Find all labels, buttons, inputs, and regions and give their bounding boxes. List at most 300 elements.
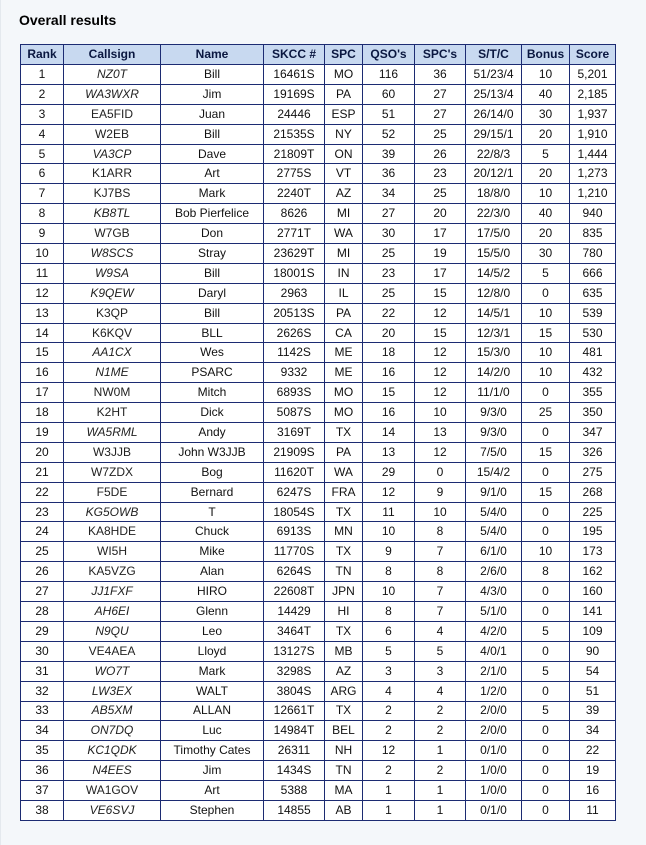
cell-spcs: 27 (415, 84, 466, 104)
cell-bonus: 5 (522, 621, 570, 641)
cell-callsign: AH6EI (64, 602, 161, 622)
cell-spcs: 9 (415, 482, 466, 502)
cell-spcs: 15 (415, 323, 466, 343)
header-name: Name (161, 45, 264, 65)
cell-spcs: 2 (415, 721, 466, 741)
cell-stc: 15/3/0 (466, 343, 522, 363)
cell-callsign: K9QEW (64, 283, 161, 303)
cell-name: Mark (161, 661, 264, 681)
cell-bonus: 15 (522, 323, 570, 343)
cell-skcc: 3169T (264, 423, 325, 443)
table-row (21, 283, 616, 303)
cell-name: T (161, 502, 264, 522)
cell-callsign: K3QP (64, 303, 161, 323)
cell-rank: 6 (21, 164, 64, 184)
cell-rank: 33 (21, 701, 64, 721)
cell-spcs: 3 (415, 661, 466, 681)
cell-qsos: 4 (363, 681, 415, 701)
cell-name: Mike (161, 542, 264, 562)
cell-bonus: 0 (522, 781, 570, 801)
cell-bonus: 10 (522, 542, 570, 562)
cell-score: 11 (570, 800, 616, 820)
cell-skcc: 1142S (264, 343, 325, 363)
cell-callsign: KJ7BS (64, 184, 161, 204)
cell-score: 51 (570, 681, 616, 701)
cell-callsign: KA8HDE (64, 522, 161, 542)
cell-rank: 3 (21, 104, 64, 124)
cell-rank: 12 (21, 283, 64, 303)
cell-stc: 14/5/2 (466, 263, 522, 283)
table-row (21, 621, 616, 641)
cell-spc: JPN (325, 582, 363, 602)
table-row (21, 104, 616, 124)
cell-name: Bernard (161, 482, 264, 502)
cell-callsign: WA5RML (64, 423, 161, 443)
cell-qsos: 3 (363, 661, 415, 681)
cell-stc: 51/23/4 (466, 65, 522, 85)
cell-stc: 2/0/0 (466, 721, 522, 741)
cell-spc: MO (325, 65, 363, 85)
cell-spc: ON (325, 144, 363, 164)
table-row (21, 263, 616, 283)
overall-results-table (20, 44, 616, 821)
cell-callsign: W7GB (64, 224, 161, 244)
cell-skcc: 9332 (264, 363, 325, 383)
cell-qsos: 16 (363, 403, 415, 423)
cell-stc: 4/2/0 (466, 621, 522, 641)
cell-bonus: 10 (522, 343, 570, 363)
cell-skcc: 6893S (264, 383, 325, 403)
header-spc: SPC (325, 45, 363, 65)
table-row (21, 641, 616, 661)
cell-bonus: 40 (522, 204, 570, 224)
cell-stc: 5/4/0 (466, 522, 522, 542)
cell-score: 19 (570, 761, 616, 781)
cell-skcc: 18001S (264, 263, 325, 283)
cell-score: 195 (570, 522, 616, 542)
cell-bonus: 0 (522, 582, 570, 602)
cell-skcc: 2963 (264, 283, 325, 303)
cell-score: 1,937 (570, 104, 616, 124)
cell-score: 432 (570, 363, 616, 383)
cell-spcs: 5 (415, 641, 466, 661)
cell-bonus: 0 (522, 502, 570, 522)
table-row (21, 184, 616, 204)
cell-bonus: 5 (522, 661, 570, 681)
cell-stc: 5/1/0 (466, 602, 522, 622)
cell-rank: 10 (21, 244, 64, 264)
cell-qsos: 25 (363, 283, 415, 303)
cell-qsos: 11 (363, 502, 415, 522)
page-title: Overall results (19, 12, 117, 28)
cell-bonus: 0 (522, 681, 570, 701)
cell-callsign: NW0M (64, 383, 161, 403)
cell-spcs: 36 (415, 65, 466, 85)
cell-score: 5,201 (570, 65, 616, 85)
cell-stc: 0/1/0 (466, 800, 522, 820)
table-row (21, 124, 616, 144)
cell-stc: 2/1/0 (466, 661, 522, 681)
cell-skcc: 14429 (264, 602, 325, 622)
cell-skcc: 11620T (264, 462, 325, 482)
cell-stc: 9/3/0 (466, 403, 522, 423)
cell-callsign: KA5VZG (64, 562, 161, 582)
cell-score: 530 (570, 323, 616, 343)
cell-spc: WA (325, 224, 363, 244)
cell-spc: PA (325, 442, 363, 462)
cell-rank: 4 (21, 124, 64, 144)
cell-qsos: 16 (363, 363, 415, 383)
cell-score: 481 (570, 343, 616, 363)
cell-name: Lloyd (161, 641, 264, 661)
cell-rank: 34 (21, 721, 64, 741)
cell-score: 1,444 (570, 144, 616, 164)
table-row (21, 721, 616, 741)
cell-bonus: 0 (522, 602, 570, 622)
cell-callsign: K2HT (64, 403, 161, 423)
table-row (21, 244, 616, 264)
cell-callsign: K1ARR (64, 164, 161, 184)
cell-callsign: EA5FID (64, 104, 161, 124)
cell-spcs: 25 (415, 124, 466, 144)
cell-name: Art (161, 164, 264, 184)
table-row (21, 522, 616, 542)
table-row (21, 582, 616, 602)
cell-callsign: F5DE (64, 482, 161, 502)
cell-rank: 14 (21, 323, 64, 343)
cell-rank: 1 (21, 65, 64, 85)
cell-spcs: 10 (415, 502, 466, 522)
cell-score: 39 (570, 701, 616, 721)
cell-callsign: WI5H (64, 542, 161, 562)
cell-spcs: 12 (415, 363, 466, 383)
cell-name: Juan (161, 104, 264, 124)
cell-stc: 5/4/0 (466, 502, 522, 522)
cell-qsos: 36 (363, 164, 415, 184)
cell-qsos: 13 (363, 442, 415, 462)
cell-qsos: 12 (363, 482, 415, 502)
header-rank: Rank (21, 45, 64, 65)
cell-bonus: 20 (522, 224, 570, 244)
cell-rank: 38 (21, 800, 64, 820)
cell-spc: TX (325, 502, 363, 522)
table-row (21, 602, 616, 622)
cell-skcc: 21809T (264, 144, 325, 164)
cell-qsos: 60 (363, 84, 415, 104)
cell-skcc: 24446 (264, 104, 325, 124)
cell-skcc: 2240T (264, 184, 325, 204)
cell-spc: ESP (325, 104, 363, 124)
cell-skcc: 3298S (264, 661, 325, 681)
cell-callsign: N4EES (64, 761, 161, 781)
cell-spcs: 7 (415, 602, 466, 622)
cell-spcs: 8 (415, 562, 466, 582)
cell-spcs: 10 (415, 403, 466, 423)
cell-name: Jim (161, 84, 264, 104)
cell-score: 350 (570, 403, 616, 423)
cell-skcc: 22608T (264, 582, 325, 602)
cell-name: PSARC (161, 363, 264, 383)
cell-qsos: 30 (363, 224, 415, 244)
cell-skcc: 18054S (264, 502, 325, 522)
cell-name: Bill (161, 263, 264, 283)
cell-score: 666 (570, 263, 616, 283)
cell-rank: 21 (21, 462, 64, 482)
cell-skcc: 23629T (264, 244, 325, 264)
cell-spcs: 19 (415, 244, 466, 264)
cell-score: 1,273 (570, 164, 616, 184)
cell-rank: 36 (21, 761, 64, 781)
cell-spc: MI (325, 244, 363, 264)
cell-skcc: 20513S (264, 303, 325, 323)
cell-spc: HI (325, 602, 363, 622)
cell-name: Alan (161, 562, 264, 582)
table-row (21, 164, 616, 184)
cell-rank: 25 (21, 542, 64, 562)
cell-rank: 15 (21, 343, 64, 363)
cell-rank: 37 (21, 781, 64, 801)
cell-bonus: 5 (522, 144, 570, 164)
cell-stc: 1/0/0 (466, 781, 522, 801)
cell-rank: 13 (21, 303, 64, 323)
table-row (21, 65, 616, 85)
table-row (21, 363, 616, 383)
table-row (21, 761, 616, 781)
cell-qsos: 15 (363, 383, 415, 403)
cell-skcc: 21535S (264, 124, 325, 144)
cell-score: 1,910 (570, 124, 616, 144)
cell-callsign: ON7DQ (64, 721, 161, 741)
cell-stc: 15/4/2 (466, 462, 522, 482)
cell-rank: 5 (21, 144, 64, 164)
cell-score: 780 (570, 244, 616, 264)
cell-bonus: 20 (522, 124, 570, 144)
cell-callsign: N1ME (64, 363, 161, 383)
cell-stc: 22/8/3 (466, 144, 522, 164)
cell-score: 268 (570, 482, 616, 502)
cell-rank: 9 (21, 224, 64, 244)
cell-name: Jim (161, 761, 264, 781)
cell-spc: TN (325, 562, 363, 582)
cell-name: Art (161, 781, 264, 801)
table-row (21, 442, 616, 462)
table-row (21, 204, 616, 224)
cell-qsos: 51 (363, 104, 415, 124)
cell-rank: 17 (21, 383, 64, 403)
cell-spc: MN (325, 522, 363, 542)
cell-callsign: WA1GOV (64, 781, 161, 801)
cell-skcc: 2775S (264, 164, 325, 184)
cell-spc: AZ (325, 661, 363, 681)
cell-spc: TN (325, 761, 363, 781)
cell-bonus: 0 (522, 761, 570, 781)
cell-bonus: 10 (522, 363, 570, 383)
cell-bonus: 10 (522, 303, 570, 323)
cell-rank: 32 (21, 681, 64, 701)
cell-bonus: 0 (522, 721, 570, 741)
cell-name: Daryl (161, 283, 264, 303)
cell-name: Bill (161, 65, 264, 85)
cell-score: 160 (570, 582, 616, 602)
cell-qsos: 6 (363, 621, 415, 641)
cell-spcs: 13 (415, 423, 466, 443)
cell-stc: 9/3/0 (466, 423, 522, 443)
cell-stc: 2/6/0 (466, 562, 522, 582)
table-row (21, 542, 616, 562)
cell-rank: 30 (21, 641, 64, 661)
table-row (21, 701, 616, 721)
table-row (21, 144, 616, 164)
table-row (21, 502, 616, 522)
cell-callsign: W9SA (64, 263, 161, 283)
cell-qsos: 2 (363, 701, 415, 721)
table-row (21, 84, 616, 104)
cell-name: BLL (161, 323, 264, 343)
cell-rank: 7 (21, 184, 64, 204)
header-spcs: SPC's (415, 45, 466, 65)
cell-bonus: 0 (522, 283, 570, 303)
cell-spc: IL (325, 283, 363, 303)
cell-qsos: 8 (363, 602, 415, 622)
cell-score: 940 (570, 204, 616, 224)
cell-callsign: VE4AEA (64, 641, 161, 661)
cell-stc: 7/5/0 (466, 442, 522, 462)
cell-name: Andy (161, 423, 264, 443)
table-row (21, 343, 616, 363)
cell-name: Dave (161, 144, 264, 164)
cell-spc: ME (325, 363, 363, 383)
cell-spcs: 1 (415, 741, 466, 761)
cell-rank: 8 (21, 204, 64, 224)
cell-skcc: 6913S (264, 522, 325, 542)
cell-stc: 12/3/1 (466, 323, 522, 343)
cell-qsos: 27 (363, 204, 415, 224)
cell-spc: NH (325, 741, 363, 761)
cell-qsos: 52 (363, 124, 415, 144)
cell-callsign: LW3EX (64, 681, 161, 701)
cell-name: Wes (161, 343, 264, 363)
cell-rank: 23 (21, 502, 64, 522)
cell-spcs: 2 (415, 701, 466, 721)
cell-bonus: 5 (522, 701, 570, 721)
cell-spc: TX (325, 701, 363, 721)
cell-qsos: 10 (363, 522, 415, 542)
cell-spcs: 20 (415, 204, 466, 224)
cell-spc: NY (325, 124, 363, 144)
cell-skcc: 1434S (264, 761, 325, 781)
cell-spcs: 17 (415, 224, 466, 244)
cell-spc: MO (325, 403, 363, 423)
cell-callsign: WA3WXR (64, 84, 161, 104)
cell-name: WALT (161, 681, 264, 701)
cell-score: 90 (570, 641, 616, 661)
cell-spcs: 12 (415, 383, 466, 403)
cell-stc: 17/5/0 (466, 224, 522, 244)
cell-spcs: 15 (415, 283, 466, 303)
cell-score: 539 (570, 303, 616, 323)
cell-rank: 16 (21, 363, 64, 383)
cell-rank: 24 (21, 522, 64, 542)
table-row (21, 323, 616, 343)
cell-spcs: 8 (415, 522, 466, 542)
cell-stc: 2/0/0 (466, 701, 522, 721)
cell-name: Mark (161, 184, 264, 204)
cell-skcc: 2771T (264, 224, 325, 244)
cell-score: 355 (570, 383, 616, 403)
cell-bonus: 0 (522, 741, 570, 761)
cell-score: 225 (570, 502, 616, 522)
cell-skcc: 12661T (264, 701, 325, 721)
cell-bonus: 0 (522, 423, 570, 443)
cell-callsign: W2EB (64, 124, 161, 144)
cell-stc: 1/2/0 (466, 681, 522, 701)
cell-score: 1,210 (570, 184, 616, 204)
cell-score: 275 (570, 462, 616, 482)
cell-callsign: W3JJB (64, 442, 161, 462)
cell-qsos: 116 (363, 65, 415, 85)
table-row (21, 383, 616, 403)
cell-spcs: 7 (415, 542, 466, 562)
cell-callsign: VE6SVJ (64, 800, 161, 820)
cell-skcc: 5087S (264, 403, 325, 423)
cell-score: 34 (570, 721, 616, 741)
cell-qsos: 9 (363, 542, 415, 562)
cell-qsos: 25 (363, 244, 415, 264)
cell-callsign: W8SCS (64, 244, 161, 264)
cell-score: 16 (570, 781, 616, 801)
cell-spc: VT (325, 164, 363, 184)
cell-bonus: 8 (522, 562, 570, 582)
cell-spcs: 4 (415, 621, 466, 641)
cell-qsos: 2 (363, 721, 415, 741)
cell-bonus: 15 (522, 442, 570, 462)
cell-callsign: AA1CX (64, 343, 161, 363)
cell-spcs: 26 (415, 144, 466, 164)
cell-score: 109 (570, 621, 616, 641)
cell-stc: 0/1/0 (466, 741, 522, 761)
cell-spc: PA (325, 303, 363, 323)
cell-rank: 19 (21, 423, 64, 443)
table-row (21, 403, 616, 423)
cell-stc: 15/5/0 (466, 244, 522, 264)
cell-bonus: 5 (522, 263, 570, 283)
cell-name: John W3JJB (161, 442, 264, 462)
table-row (21, 661, 616, 681)
cell-rank: 27 (21, 582, 64, 602)
cell-skcc: 2626S (264, 323, 325, 343)
cell-spc: ME (325, 343, 363, 363)
cell-spcs: 4 (415, 681, 466, 701)
cell-qsos: 39 (363, 144, 415, 164)
table-row (21, 303, 616, 323)
header-bonus: Bonus (522, 45, 570, 65)
cell-qsos: 23 (363, 263, 415, 283)
cell-skcc: 14984T (264, 721, 325, 741)
cell-rank: 22 (21, 482, 64, 502)
cell-qsos: 2 (363, 761, 415, 781)
cell-score: 22 (570, 741, 616, 761)
cell-skcc: 13127S (264, 641, 325, 661)
cell-skcc: 8626 (264, 204, 325, 224)
cell-stc: 22/3/0 (466, 204, 522, 224)
cell-qsos: 29 (363, 462, 415, 482)
cell-name: Stephen (161, 800, 264, 820)
cell-score: 2,185 (570, 84, 616, 104)
cell-name: Luc (161, 721, 264, 741)
header-callsign: Callsign (64, 45, 161, 65)
cell-rank: 35 (21, 741, 64, 761)
cell-spcs: 17 (415, 263, 466, 283)
